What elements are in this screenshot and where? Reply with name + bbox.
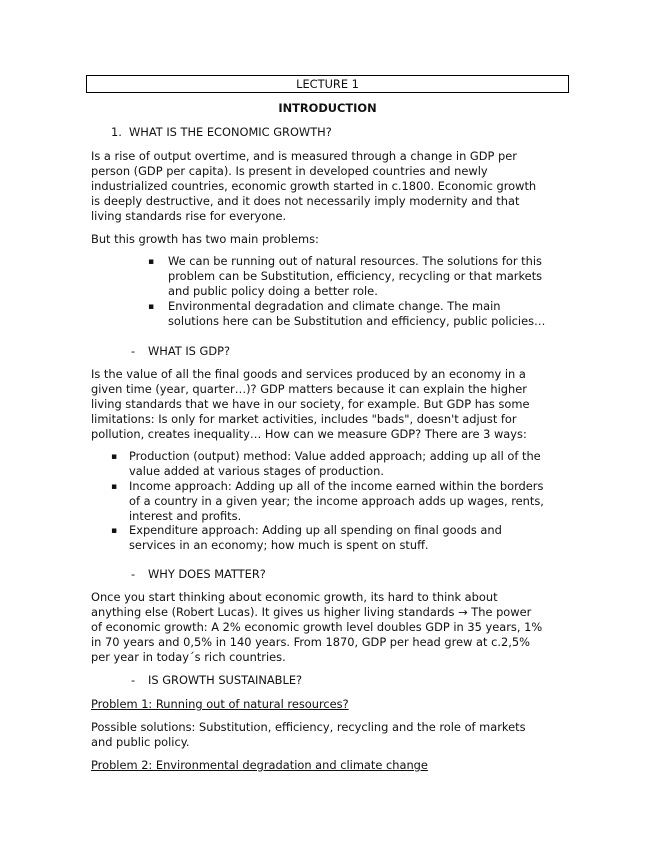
list-item-line: Expenditure approach: Adding up all spending on final goods and xyxy=(129,523,502,537)
list-item-line: services in an economy; how much is spent on stuff. xyxy=(129,538,429,552)
why-heading: WHY DOES MATTER? xyxy=(148,567,266,581)
gdp-heading: WHAT IS GDP? xyxy=(148,344,231,358)
section1-heading: WHAT IS THE ECONOMIC GROWTH? xyxy=(129,125,332,139)
paragraph-line: industrialized countries, economic growth started in c.1800. Economic growth xyxy=(91,179,537,193)
paragraph-line: Possible solutions: Substitution, efficiency, recycling and the role of markets xyxy=(91,720,526,734)
problem1-title: Problem 1: Running out of natural resources? xyxy=(91,697,349,711)
bullet-icon: ▪ xyxy=(148,302,155,312)
list-item-line: interest and profits. xyxy=(129,509,242,523)
problem2-title: Problem 2: Environmental degradation and climate change xyxy=(91,758,428,772)
paragraph-line: pollution, creates inequality… How can we measure GDP? There are 3 ways: xyxy=(91,427,527,441)
list-item-line: value added at various stages of production. xyxy=(129,464,384,478)
list-item-line: problem can be Substitution, efficiency, recycling or that markets xyxy=(168,269,543,283)
paragraph-line: in 70 years and 0,5% in 140 years. From 1870, GDP per head grew at c.2,5% xyxy=(91,635,530,649)
paragraph-line: of economic growth: A 2% economic growth level doubles GDP in 35 years, 1% xyxy=(91,620,543,634)
paragraph-line: person (GDP per capita). Is present in developed countries and newly xyxy=(91,164,488,178)
bullet-icon: ▪ xyxy=(148,257,155,267)
list-item-line: We can be running out of natural resources. The solutions for this xyxy=(168,254,542,268)
bullet-icon: ▪ xyxy=(111,526,118,536)
list-item-line: Production (output) method: Value added approach; adding up all of the xyxy=(129,449,541,463)
list-item-line: of a country in a given year; the income approach adds up wages, rents, xyxy=(129,494,544,508)
paragraph-line: living standards rise for everyone. xyxy=(91,209,287,223)
intro-heading: INTRODUCTION xyxy=(278,101,377,115)
section1-number: 1. xyxy=(111,125,122,139)
paragraph-line: is deeply destructive, and it does not necessarily imply modernity and that xyxy=(91,194,520,208)
dash-marker: - xyxy=(131,344,136,358)
paragraph-line: given time (year, quarter…)? GDP matters because it can explain the higher xyxy=(91,382,527,396)
paragraph-line: Is the value of all the final goods and services produced by an economy in a xyxy=(91,367,526,381)
bullet-icon: ▪ xyxy=(111,452,118,462)
paragraph-line: Is a rise of output overtime, and is measured through a change in GDP per xyxy=(91,149,517,163)
paragraph-line: limitations: Is only for market activities, includes "bads", doesn't adjust for xyxy=(91,412,517,426)
paragraph-line: and public policy. xyxy=(91,735,190,749)
lecture-title-box: LECTURE 1 xyxy=(86,75,569,93)
dash-marker: - xyxy=(131,673,136,687)
problems-intro: But this growth has two main problems: xyxy=(91,232,319,246)
paragraph-line: anything else (Robert Lucas). It gives us higher living standards → The power xyxy=(91,605,532,619)
dash-marker: - xyxy=(131,567,136,581)
paragraph-line: per year in today´s rich countries. xyxy=(91,650,286,664)
list-item-line: solutions here can be Substitution and efficiency, public policies… xyxy=(168,314,546,328)
sustainable-heading: IS GROWTH SUSTAINABLE? xyxy=(148,673,303,687)
bullet-icon: ▪ xyxy=(111,482,118,492)
list-item-line: and public policy doing a better role. xyxy=(168,284,378,298)
paragraph-line: Once you start thinking about economic growth, its hard to think about xyxy=(91,590,498,604)
list-item-line: Environmental degradation and climate change. The main xyxy=(168,299,501,313)
list-item-line: Income approach: Adding up all of the income earned within the borders xyxy=(129,479,544,493)
paragraph-line: living standards that we have in our society, for example. But GDP has some xyxy=(91,397,530,411)
